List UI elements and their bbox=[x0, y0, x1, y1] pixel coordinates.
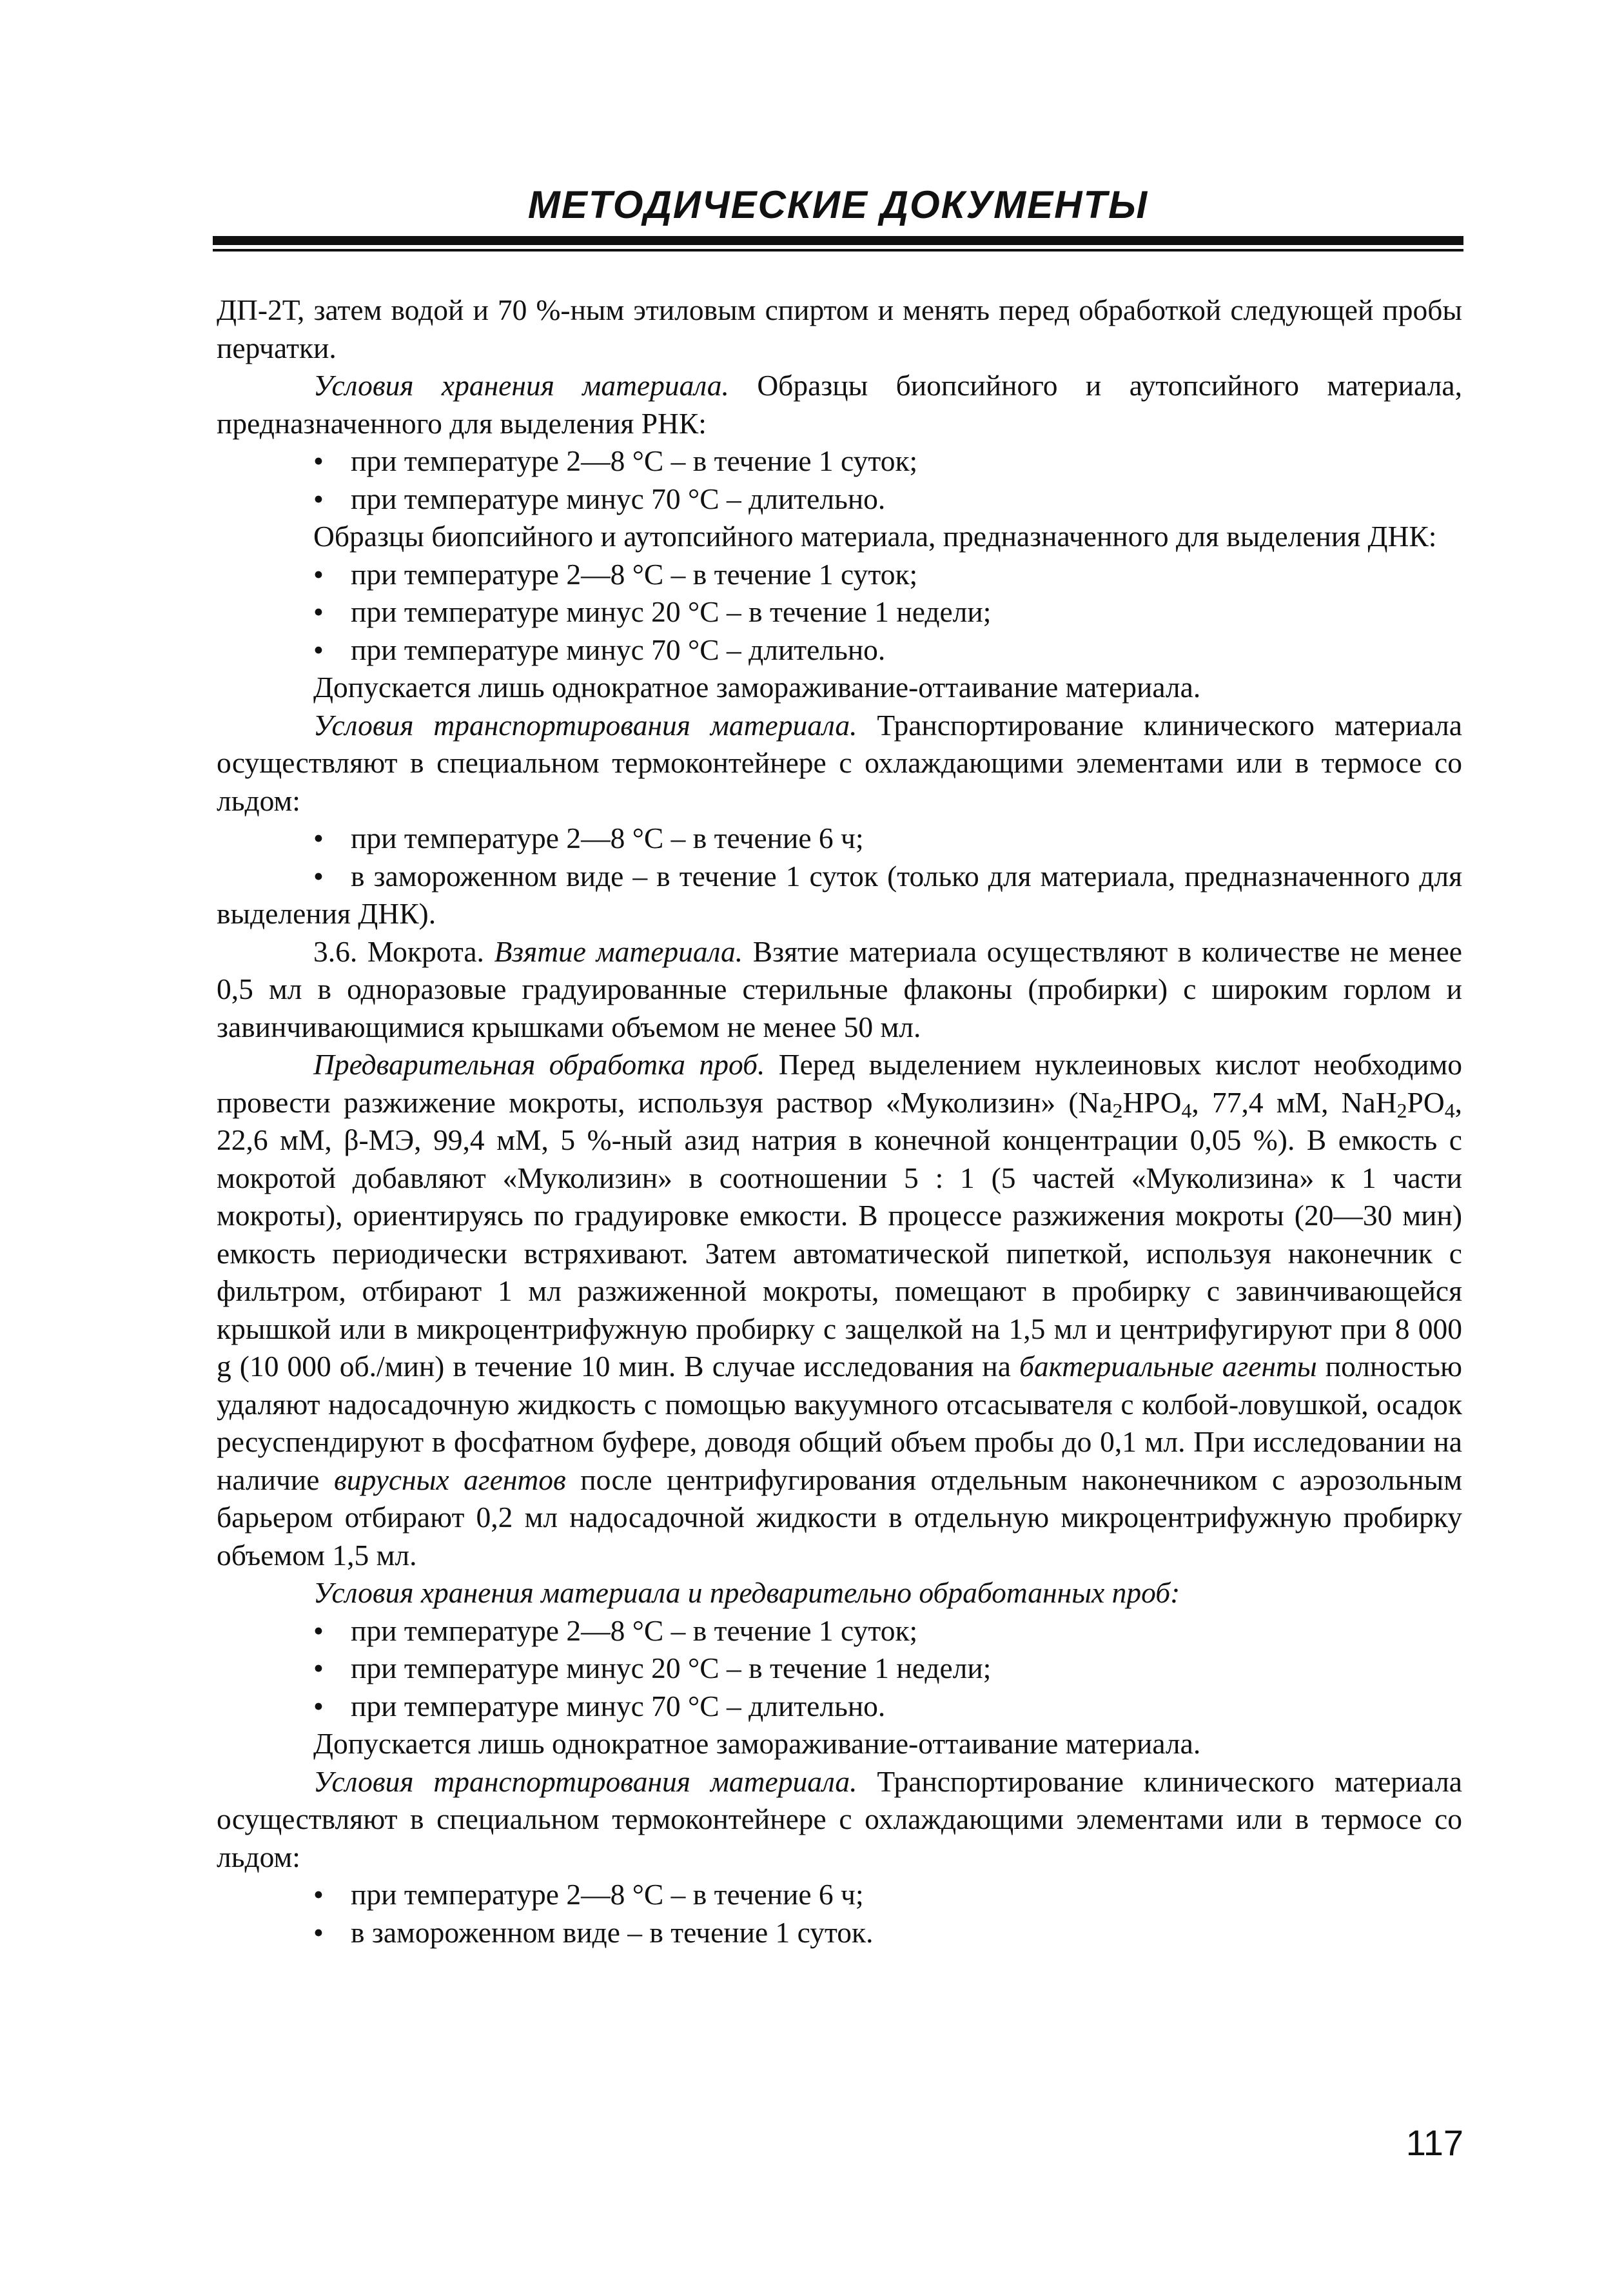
bullet-icon: • bbox=[313, 822, 324, 854]
section-subtitle: Предварительная обработка проб. bbox=[313, 1048, 765, 1081]
bullet-icon: • bbox=[313, 1915, 324, 1949]
list-item bbox=[217, 858, 1462, 933]
list-item bbox=[217, 1914, 1462, 1952]
list-item-text: при температуре 2—8 °С – в течение 1 суток; bbox=[351, 444, 918, 477]
paragraph-text: , 22,6 мМ, β-МЭ, 99,4 мМ, 5 %-ный азид натрия в конечной концентрации 0,05 %). В емкость с мокротой добавляют «Муколизин» в соотношении 5 : 1 (5 частей «Муколизина» к 1 части мокроты), ориентируясь по градуировке емкости. В процессе разжижения мокроты (20—30 мин) емкость периодически встряхивают. Затем автоматической пипеткой, используя наконечник с фильтром, отбирают 1 мл разжиженной мокроты, помещают в пробирку с завинчивающейся крышкой или в микроцентрифужную пробирку с защелкой на 1,5 мл и центрифугируют при 8 000 g (10 000 об./мин) в течение 10 мин. В случае исследования на bbox=[217, 1085, 1462, 1383]
section-number: 3.6. Мокрота. bbox=[313, 934, 494, 968]
bullet-icon: • bbox=[313, 1878, 324, 1911]
paragraph-text: полностью удаляют надосадочную жидкость с помощью вакуумного отсасывателя с колбой-ловушкой, осадок ресуспендируют в фосфатном буфере, доводя общий объем пробы до 0,1 мл. При исследовании на наличие bbox=[217, 1350, 1462, 1496]
paragraph: Образцы биопсийного и аутопсийного материала, предназначенного для выделения ДНК: bbox=[313, 520, 1437, 553]
list-item-text: при температуре 2—8 °С – в течение 1 суток; bbox=[351, 1613, 918, 1647]
page-number: 117 bbox=[1405, 2122, 1463, 2163]
list-item bbox=[217, 556, 1462, 594]
paragraph-text: , 77,4 мМ, NaH bbox=[1191, 1085, 1397, 1119]
paragraph-text: Транспортирование клинического материала осуществляют в специальном термоконтейнере с охлаждающими элементами или в термосе со льдом: bbox=[217, 1764, 1462, 1873]
header-rule-thin bbox=[213, 249, 1463, 252]
header-rule-thick bbox=[213, 236, 1463, 245]
paragraph: ДП-2Т, затем водой и 70 %-ным этиловым спиртом и менять перед обработкой следующей пробы перчатки. bbox=[217, 293, 1462, 364]
section-subtitle: Взятие материала. bbox=[494, 934, 743, 968]
bullet-icon: • bbox=[313, 444, 324, 477]
list-item bbox=[217, 593, 1462, 631]
list-item-text: при температуре 2—8 °С – в течение 6 ч; bbox=[351, 1878, 864, 1911]
section-subtitle: Условия транспортирования материала. bbox=[313, 708, 857, 742]
paragraph bbox=[217, 1763, 1462, 1877]
list-item-text: при температуре минус 70 °С – длительно. bbox=[351, 1689, 886, 1722]
bullet-icon: • bbox=[313, 1652, 324, 1684]
running-header: МЕТОДИЧЕСКИЕ ДОКУМЕНТЫ bbox=[527, 183, 1149, 226]
list-item bbox=[217, 631, 1462, 669]
bullet-icon: • bbox=[313, 595, 324, 628]
emphasis: вирусных агентов bbox=[333, 1463, 566, 1496]
list-item-text: при температуре минус 70 °С – длительно. bbox=[351, 633, 886, 666]
bullet-icon: • bbox=[313, 557, 324, 591]
list-item bbox=[217, 442, 1462, 480]
paragraph-text: Перед выделением нуклеиновых кислот необходимо провести разжижение мокроты, используя раствор «Муколизин» (Na bbox=[217, 1048, 1462, 1119]
bullet-icon: • bbox=[313, 482, 324, 515]
emphasis: бактериальные агенты bbox=[1019, 1350, 1317, 1383]
paragraph bbox=[217, 933, 1462, 1047]
bullet-icon: • bbox=[313, 1689, 324, 1722]
list-item-text: при температуре 2—8 °С – в течение 1 суток; bbox=[351, 557, 918, 591]
subscript: 4 bbox=[1444, 1099, 1455, 1122]
list-item bbox=[217, 1612, 1462, 1650]
list-item-text: при температуре 2—8 °С – в течение 6 ч; bbox=[351, 822, 864, 854]
list-item-text: при температуре минус 20 °С – в течение 1 недели; bbox=[351, 595, 992, 628]
list-item bbox=[217, 1876, 1462, 1914]
section-subtitle: Условия хранения материала. bbox=[313, 369, 729, 402]
list-item-text: в замороженном виде – в течение 1 суток. bbox=[351, 1915, 874, 1949]
list-item bbox=[217, 1688, 1462, 1726]
list-item bbox=[217, 1650, 1462, 1688]
paragraph-text: после центрифугирования отдельным наконечником с аэрозольным барьером отбирают 0,2 мл надосадочной жидкости в отдельную микроцентрифужную пробирку объемом 1,5 мл. bbox=[217, 1463, 1462, 1572]
bullet-icon: • bbox=[313, 1613, 324, 1647]
paragraph: Допускается лишь однократное замораживание-оттаивание материала. bbox=[313, 1727, 1201, 1760]
subscript: 2 bbox=[1396, 1099, 1407, 1122]
paragraph-text: PO bbox=[1407, 1085, 1445, 1119]
paragraph bbox=[217, 367, 1462, 442]
paragraph bbox=[217, 1046, 1462, 1574]
subscript: 2 bbox=[1112, 1099, 1123, 1122]
bullet-icon: • bbox=[313, 633, 324, 666]
section-subtitle: Условия транспортирования материала. bbox=[313, 1764, 857, 1798]
bullet-icon: • bbox=[313, 859, 324, 893]
section-subtitle: Условия хранения материала и предварительно обработанных проб: bbox=[313, 1576, 1180, 1609]
list-item bbox=[217, 820, 1462, 858]
paragraph-text: Образцы биопсийного и аутопсийного материала, предназначенного для выделения РНК: bbox=[217, 369, 1462, 440]
paragraph-text: Транспортирование клинического материала осуществляют в специальном термоконтейнере с охлаждающими элементами или в термосе со льдом: bbox=[217, 708, 1462, 817]
paragraph-text: Взятие материала осуществляют в количестве не менее 0,5 мл в одноразовые градуированные стерильные флаконы (пробирки) с широким горлом и завинчивающимися крышками объемом не менее 50 мл. bbox=[217, 934, 1462, 1043]
paragraph bbox=[217, 707, 1462, 820]
paragraph-text: HPO bbox=[1122, 1085, 1182, 1119]
list-item-text: в замороженном виде – в течение 1 суток (только для материала, предназначенного для выделения ДНК). bbox=[217, 859, 1462, 930]
list-item-text: при температуре минус 70 °С – длительно. bbox=[351, 482, 886, 515]
list-item bbox=[217, 480, 1462, 518]
list-item-text: при температуре минус 20 °С – в течение 1 недели; bbox=[351, 1652, 992, 1684]
subscript: 4 bbox=[1181, 1099, 1192, 1122]
page-body bbox=[217, 291, 1462, 1951]
paragraph: Допускается лишь однократное замораживание-оттаивание материала. bbox=[313, 671, 1201, 704]
